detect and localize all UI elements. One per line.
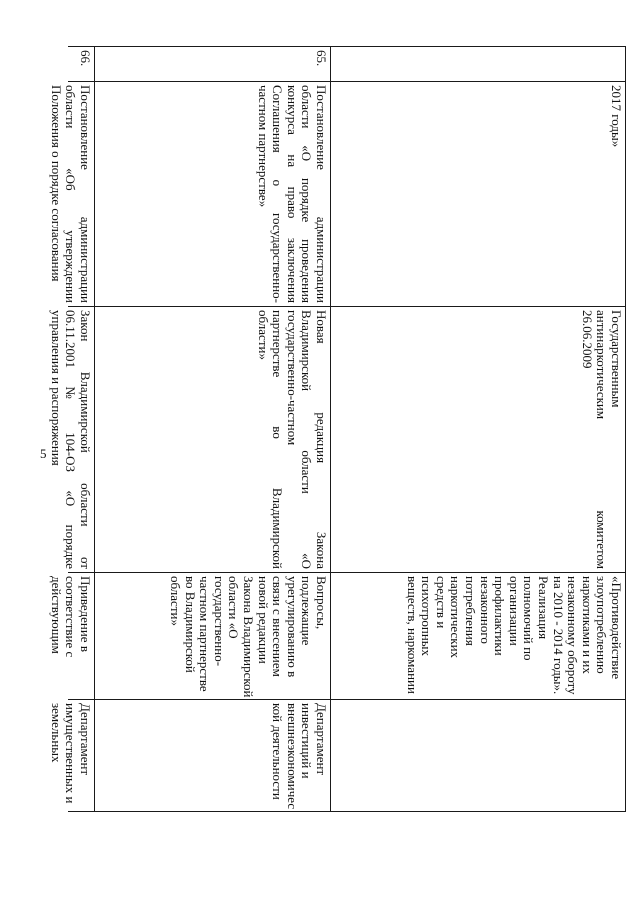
table-vertical-rule <box>68 699 626 700</box>
cell-line: управления и распоряжения <box>48 310 64 466</box>
cell-line: во Владимирской <box>182 576 198 673</box>
cell-line: инвестиций и <box>299 703 315 779</box>
cell-line: «Противодействие <box>609 576 624 680</box>
cell-line: государственно- <box>211 576 227 667</box>
cell-line: партнерстве во Владимирской <box>270 310 286 569</box>
cell-line: Департамент <box>314 703 329 776</box>
table-vertical-rule <box>68 46 626 47</box>
table-cell-name <box>96 85 328 303</box>
cell-line: Закона Владимирской <box>241 576 257 698</box>
cell-line: профилактики <box>492 576 508 656</box>
cell-line: организации <box>506 576 522 646</box>
cell-line: новой редакции <box>255 576 271 664</box>
table-cell-num <box>332 50 623 78</box>
table-cell-basis <box>48 310 93 569</box>
table-horizontal-rule <box>330 46 331 811</box>
cell-line: психотропных <box>419 576 435 657</box>
cell-line: потребления <box>463 576 479 646</box>
table-cell-reason <box>332 576 623 696</box>
table-cell-basis <box>332 310 623 569</box>
cell-line: урегулированию в <box>284 576 300 678</box>
rotated-table-page <box>48 46 626 868</box>
table-cell-basis <box>96 310 328 569</box>
cell-line: Положения о порядке согласования <box>48 85 64 282</box>
table-cell-num <box>69 50 92 78</box>
table-cell-name <box>332 85 623 303</box>
table-cell-reason <box>96 576 328 696</box>
cell-line: Закон Владимирской области от <box>78 310 93 569</box>
cell-line: соответствие с <box>63 576 79 658</box>
cell-line: 2017 годы» <box>609 85 624 148</box>
table-vertical-rule <box>68 572 626 573</box>
cell-line: подлежащие <box>299 576 315 646</box>
cell-line: Приведение в <box>78 576 93 652</box>
table-cell-executor <box>96 703 328 808</box>
cell-line: внешнеэкономичес <box>284 703 300 810</box>
table-cell-executor <box>332 703 623 808</box>
cell-line: незаконному обороту <box>565 576 581 695</box>
cell-line: области» <box>168 576 184 626</box>
table-horizontal-rule <box>625 46 626 811</box>
cell-line: области «О порядке проведения <box>299 85 315 303</box>
cell-line: области «Об утверждении <box>63 85 79 303</box>
cell-line: 66. <box>78 50 93 67</box>
cell-line: веществ, наркомании <box>404 576 420 694</box>
table-vertical-rule <box>68 306 626 307</box>
cell-line: Владимирской области «О <box>299 310 315 569</box>
table-vertical-rule <box>68 81 626 82</box>
cell-line: Постановление администрации <box>314 85 329 303</box>
cell-line: Департамент <box>78 703 93 776</box>
cell-line: наркотических <box>448 576 464 659</box>
cell-line: полномочий по <box>521 576 537 661</box>
table-horizontal-rule <box>94 46 95 811</box>
table-cell-reason <box>48 576 93 696</box>
cell-line: Реализация <box>536 576 552 640</box>
table-cell-name <box>48 85 93 303</box>
cell-line: Государственным <box>609 310 624 408</box>
cell-line: государственно-частном <box>284 310 300 446</box>
cell-line: 65. <box>314 50 329 67</box>
table-cell-executor <box>48 703 93 808</box>
cell-line: частном партнерстве <box>197 576 213 692</box>
table-vertical-rule <box>68 811 626 812</box>
table-cell-num <box>96 50 328 78</box>
cell-line: области «О <box>226 576 242 639</box>
cell-line: наркотиками и их <box>579 576 595 674</box>
cell-line: действующим <box>48 576 64 654</box>
cell-line: связи с внесением <box>270 576 286 677</box>
cell-line: области» <box>255 310 271 360</box>
page-number: 5 <box>40 446 47 461</box>
cell-line: злоупотреблению <box>594 576 610 674</box>
cell-line: частном партнерстве» <box>255 85 271 208</box>
cell-line: незаконного <box>477 576 493 644</box>
cell-line: Новая редакция Закона <box>314 310 329 569</box>
cell-line: земельных <box>48 703 64 763</box>
cell-line: конкурса на право заключения <box>284 85 300 303</box>
cell-line: 26.06.2009 <box>579 310 595 369</box>
cell-line: Соглашения о государственно- <box>270 85 286 303</box>
cell-line: имущественных и <box>63 703 79 804</box>
cell-line: антинаркотическим комитетом <box>594 310 610 569</box>
cell-line: Постановление администрации <box>78 85 93 303</box>
cell-line: кой деятельности <box>270 703 286 800</box>
cell-line: 06.11.2001 № 104-ОЗ «О порядке <box>63 310 79 569</box>
cell-line: средств и <box>433 576 449 629</box>
cell-line: Вопросы, <box>314 576 329 630</box>
cell-line: на 2010 - 2014 годы». <box>550 576 566 695</box>
